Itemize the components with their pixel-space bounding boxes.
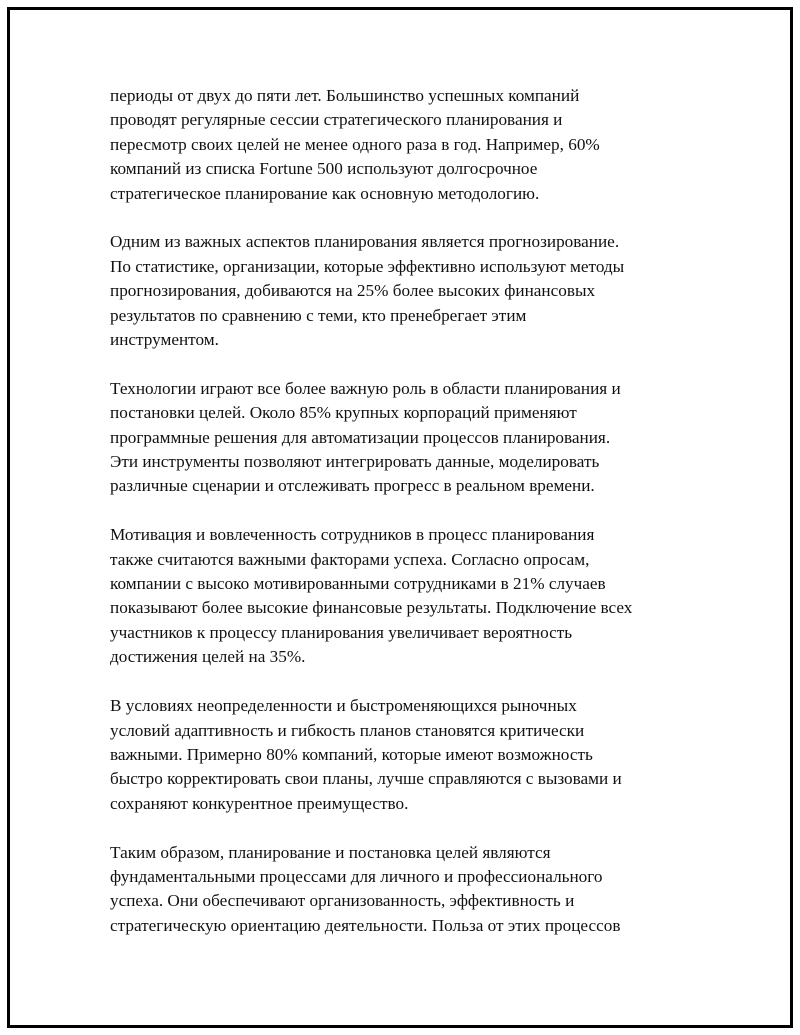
text-line: Технологии играют все более важную роль в области планирования и — [110, 378, 621, 398]
text-line: стратегическую ориентацию деятельности. Польза от этих процессов — [110, 915, 621, 935]
text-line: В условиях неопределенности и быстроменяющихся рыночных — [110, 696, 577, 716]
text-line: участников к процессу планирования увеличивает вероятность — [110, 622, 573, 642]
text-line: также считаются важными факторами успеха. Согласно опросам, — [110, 549, 590, 569]
document-body — [110, 84, 690, 963]
text-line: Одним из важных аспектов планирования является прогнозирование. — [110, 232, 620, 252]
text-line: достижения целей на 35%. — [110, 647, 306, 667]
text-line: быстро корректировать свои планы, лучше справляются с вызовами и — [110, 769, 622, 789]
text-line: прогнозирования, добиваются на 25% более высоких финансовых — [110, 281, 596, 301]
text-line: Таким образом, планирование и постановка целей являются — [110, 842, 551, 862]
text-line: По статистике, организации, которые эффективно используют методы — [110, 256, 625, 276]
text-line: условий адаптивность и гибкость планов становятся критически — [110, 720, 585, 740]
text-line: важными. Примерно 80% компаний, которые имеют возможность — [110, 744, 593, 764]
text-line: инструментом. — [110, 330, 219, 350]
text-line: различные сценарии и отслеживать прогресс в реальном времени. — [110, 476, 595, 496]
text-line: фундаментальными процессами для личного и профессионального — [110, 866, 603, 886]
text-line: компаний из списка Fortune 500 используют долгосрочное — [110, 159, 538, 179]
text-line: показывают более высокие финансовые результаты. Подключение всех — [110, 598, 633, 618]
text-line: периоды от двух до пяти лет. Большинство успешных компаний — [110, 86, 580, 105]
text-line: стратегическое планирование как основную методологию. — [110, 183, 540, 203]
paragraph-5 — [110, 694, 690, 816]
text-line: Мотивация и вовлеченность сотрудников в процесс планирования — [110, 525, 595, 545]
text-line: постановки целей. Около 85% крупных корпораций применяют — [110, 403, 577, 423]
text-line: проводят регулярные сессии стратегического планирования и — [110, 110, 563, 130]
text-line: компании с высоко мотивированными сотрудниками в 21% случаев — [110, 574, 606, 594]
text-line: сохраняют конкурентное преимущество. — [110, 793, 409, 813]
paragraph-4 — [110, 523, 690, 669]
text-line: программные решения для автоматизации процессов планирования. — [110, 427, 611, 447]
text-line: успеха. Они обеспечивают организованность, эффективность и — [110, 891, 575, 911]
text-line: результатов по сравнению с теми, кто пренебрегает этим — [110, 305, 527, 325]
paragraph-1 — [110, 84, 690, 206]
paragraph-6 — [110, 841, 690, 939]
paragraph-3 — [110, 377, 690, 499]
paragraph-2 — [110, 230, 690, 352]
text-line: пересмотр своих целей не менее одного раза в год. Например, 60% — [110, 134, 600, 154]
text-line: Эти инструменты позволяют интегрировать данные, моделировать — [110, 452, 600, 472]
